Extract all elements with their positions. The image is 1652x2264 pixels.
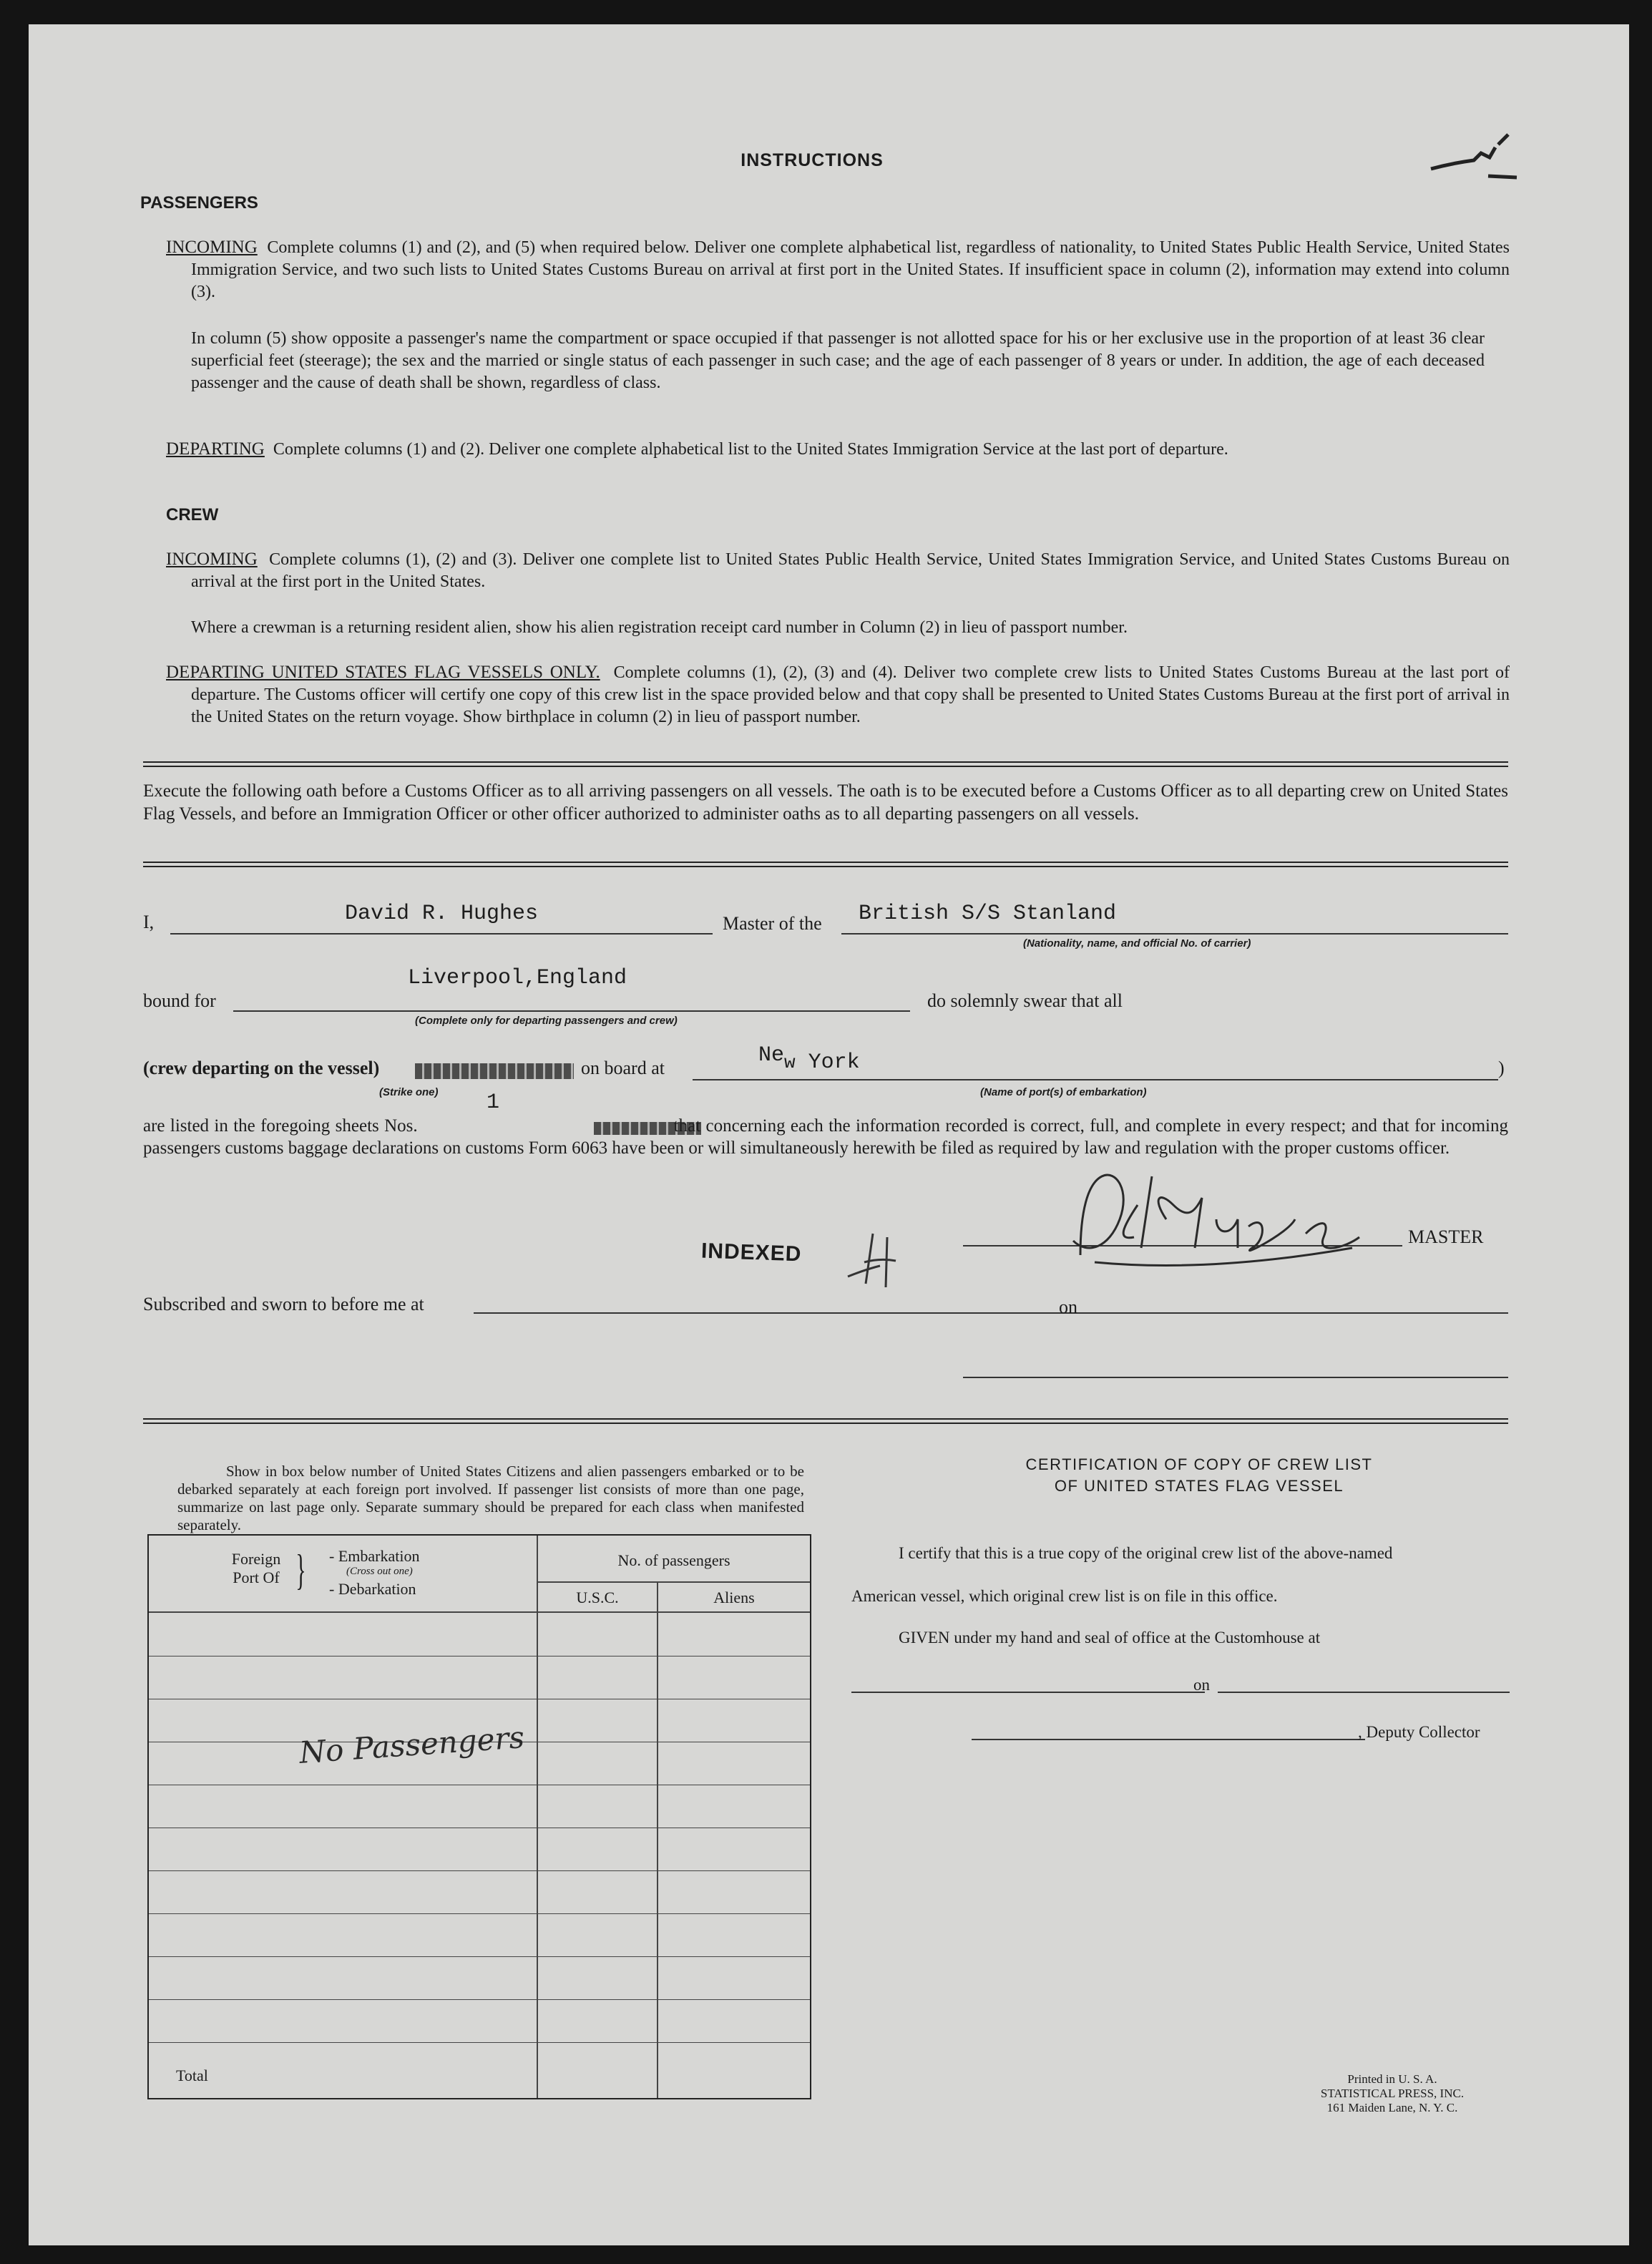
crew-departing-vessel-label: (crew departing on the vessel) — [143, 1058, 380, 1078]
crew-heading: CREW — [166, 505, 219, 524]
struck-out-passengers — [415, 1063, 574, 1079]
form-sheet — [29, 24, 1629, 2245]
vessel-value[interactable]: British S/S Stanland — [859, 902, 1117, 926]
table-row — [149, 1999, 810, 2000]
listed-text-end: that concerning each the information recorded is correct, full, and complete in every respect; and that for incoming passengers customs baggage declarations on customs Form 6063 have been or will simultaneously herewith be filed as required by law and regulation with the proper customs officer. — [143, 1116, 1508, 1158]
embarkation-label: - Embarkation — [329, 1547, 420, 1565]
listed-text-start: are listed in the foregoing sheets Nos. — [143, 1116, 418, 1136]
table-row — [149, 1913, 810, 1914]
column5-paragraph: In column (5) show opposite a passenger's name the compartment or space occupied if that passenger is not allotted space for his or her exclusive use in the proportion of at least 36 clear superficial feet (steerage); the sex and the married or single status of each passenger in such case; and the age of each passenger of 8 years or under. In addition, the age of each deceased passenger and the cause of death shall be shown, regardless of class. — [191, 329, 1485, 392]
master-name-value[interactable]: David R. Hughes — [344, 902, 539, 926]
passengers-departing-text: Complete columns (1) and (2). Deliver one complete alphabetical list to the United States Immigration Service at the last port of departure. — [273, 440, 1228, 459]
oath-intro: Execute the following oath before a Customs Officer as to all arriving passengers on all vessels. The oath is to be executed before a Customs Officer as to all departing crew on United States Flag Vessels, and before an Immigration Officer or other officer authorized to administer oaths as to all departing passengers on all vessels. — [143, 781, 1508, 824]
aliens-header: Aliens — [713, 1589, 755, 1606]
crew-departing-text: Complete columns (1), (2), (3) and (4). Deliver two complete crew lists to United States Customs Bureau at the last port of departure. The Customs officer will certify one copy of this crew list in the space provided below and that copy shall be presented to United States Customs Bureau at the first port of arrival in the United States on the return voyage. Show birthplace in column (2) in lieu of passport number. — [191, 663, 1510, 726]
master-of-label: Master of the — [723, 913, 822, 934]
certification-line3: GIVEN under my hand and seal of office at the Customhouse at — [899, 1629, 1321, 1646]
total-label: Total — [176, 2067, 208, 2084]
sheet-number[interactable]: 1 — [487, 1090, 500, 1115]
bound-for-caption: (Complete only for departing passengers and crew) — [415, 1015, 678, 1027]
certification-line1: I certify that this is a true copy of the original crew list of the above-named — [899, 1544, 1393, 1562]
close-paren: ) — [1498, 1058, 1505, 1078]
crew-departing-label: DEPARTING UNITED STATES FLAG VESSELS ONLY. — [166, 663, 600, 682]
table-row — [149, 1870, 810, 1871]
passengers-incoming-label: INCOMING — [166, 238, 258, 257]
crew-incoming-label: INCOMING — [166, 550, 258, 569]
printer-line1: Printed in U. S. A. — [1347, 2072, 1437, 2086]
oath-i-label: I, — [143, 912, 155, 932]
col-divider-2 — [657, 1581, 658, 2098]
vessel-line — [841, 933, 1508, 935]
certification-title-line1: CERTIFICATION OF COPY OF CREW LIST — [1025, 1455, 1373, 1473]
master-name-line — [170, 933, 713, 935]
deputy-collector-label: , Deputy Collector — [1358, 1723, 1480, 1741]
passengers-departing-label: DEPARTING — [166, 439, 265, 459]
col-divider-1 — [537, 1536, 538, 2098]
subscribed-label: Subscribed and sworn to before me at — [143, 1294, 424, 1314]
port-ne: Ne — [758, 1043, 785, 1068]
master-signature — [1052, 1148, 1367, 1269]
port-line — [693, 1079, 1498, 1080]
customhouse-place-line[interactable] — [851, 1692, 1205, 1693]
bound-for-label: bound for — [143, 990, 216, 1011]
bound-for-line — [233, 1010, 910, 1012]
passenger-summary-table — [147, 1534, 811, 2099]
certification-title-line2: OF UNITED STATES FLAG VESSEL — [1054, 1477, 1344, 1495]
printer-line2: STATISTICAL PRESS, INC. — [1320, 2087, 1465, 2100]
subscribed-date-line[interactable] — [1079, 1312, 1508, 1314]
bound-for-value[interactable]: Liverpool,England — [408, 966, 627, 990]
passengers-departing-paragraph — [166, 438, 1510, 461]
port-york: York — [808, 1050, 860, 1075]
certification-on-label: on — [1193, 1676, 1210, 1694]
table-row — [149, 2042, 810, 2043]
subscribed-place-line[interactable] — [474, 1312, 1083, 1314]
divider-1 — [143, 761, 1508, 767]
foreign-port-label: Foreign Port Of — [231, 1550, 281, 1586]
certification-date-line[interactable] — [1218, 1692, 1510, 1693]
no-of-passengers-header: No. of passengers — [617, 1551, 730, 1569]
strike-one-caption: (Strike one) — [379, 1086, 439, 1098]
crew-incoming-paragraph — [166, 548, 1510, 593]
port-w: w — [784, 1052, 796, 1073]
indexed-stamp: INDEXED — [700, 1239, 802, 1267]
table-row — [149, 1956, 810, 1957]
debarkation-label: - Debarkation — [329, 1580, 416, 1598]
master-label: MASTER — [1408, 1226, 1484, 1247]
printer-line3: 161 Maiden Lane, N. Y. C. — [1326, 2101, 1458, 2114]
printer-imprint — [1256, 2072, 1528, 2115]
port-caption: (Name of port(s) of embarkation) — [980, 1086, 1147, 1098]
on-board-label: on board at — [581, 1058, 665, 1078]
subheader-rule — [537, 1581, 810, 1583]
crew-incoming-text: Complete columns (1), (2) and (3). Deliver one complete list to United States Public Health Service, United States Immigration Service, and United States Customs Bureau on arrival at the first port in the United States. — [191, 550, 1510, 591]
passengers-incoming-paragraph — [166, 236, 1510, 303]
summary-instructions: Show in box below number of United States Citizens and alien passengers embarked or to be debarked separately at each foreign port involved. If passenger list consists of more than one page, summarize on last page only. Separate summary should be prepared for each class when manifested separately. — [177, 1463, 804, 1533]
officer-signature-line[interactable] — [963, 1377, 1508, 1378]
certification-title — [877, 1454, 1521, 1497]
port-value[interactable] — [758, 1043, 860, 1075]
no-passengers-handwritten: No Passengers — [298, 1719, 526, 1770]
crew-departing-paragraph — [166, 661, 1510, 728]
instructions-title: INSTRUCTIONS — [741, 150, 884, 170]
vessel-caption: (Nationality, name, and official No. of carrier) — [1023, 937, 1251, 950]
deputy-collector-line[interactable] — [972, 1739, 1365, 1740]
divider-3 — [143, 1418, 1508, 1424]
passengers-incoming-text: Complete columns (1) and (2), and (5) when required below. Deliver one complete alphabetical list, regardless of nationality, to United States Public Health Service, United States Immigration Service, and two such lists to United States Customs Bureau on arrival at first port in the United States. If insufficient space in column (2), information may extend into column (3). — [191, 238, 1510, 301]
passengers-heading: PASSENGERS — [140, 193, 258, 213]
cross-out-label: (Cross out one) — [346, 1566, 413, 1577]
usc-header: U.S.C. — [576, 1589, 619, 1606]
brace-glyph: } — [295, 1546, 306, 1594]
divider-2 — [143, 862, 1508, 867]
subscribed-on-label: on — [1059, 1297, 1077, 1317]
crew-resident-paragraph: Where a crewman is a returning resident alien, show his alien registration receipt card number in Column (2) in lieu of passport number. — [191, 618, 1128, 637]
indexed-initial-mark — [844, 1226, 923, 1291]
certification-line2: American vessel, which original crew list is on file in this office. — [851, 1587, 1278, 1605]
swear-label: do solemnly swear that all — [927, 990, 1123, 1011]
table-header-rule — [149, 1611, 810, 1613]
